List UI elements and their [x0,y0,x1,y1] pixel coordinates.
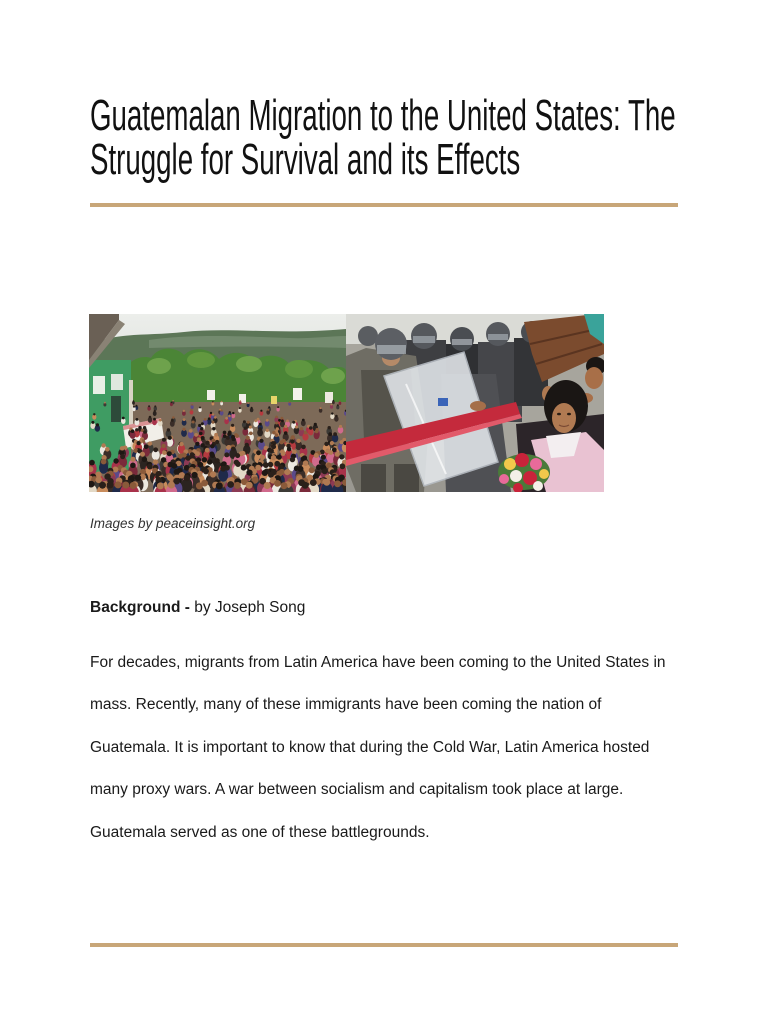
title-divider [90,203,678,207]
page-title-text [90,94,678,182]
riot-police-photo [346,314,604,492]
page-title [90,94,678,186]
byline [90,597,305,619]
header-photos [89,314,604,492]
protest-crowd-photo [89,314,346,492]
title-line-1: Guatemalan Migration to the United States: The [90,94,676,140]
author: by Joseph Song [194,599,306,616]
image-caption: Images by peaceinsight.org [90,516,256,531]
body-paragraph: For decades, migrants from Latin America have been coming to the United States in mass. Recently, many of these immigrants have been coming the nation of Guatemala. It is important to know that during the Cold War, Latin America hosted many proxy wars. A war between socialism and capitalism took place at large. Guatemala served as one of these battlegrounds. [90,654,666,841]
section-label: Background - [90,599,190,616]
footer-divider [90,943,678,947]
title-line-2: Struggle for Survival and its Effects [90,135,521,184]
